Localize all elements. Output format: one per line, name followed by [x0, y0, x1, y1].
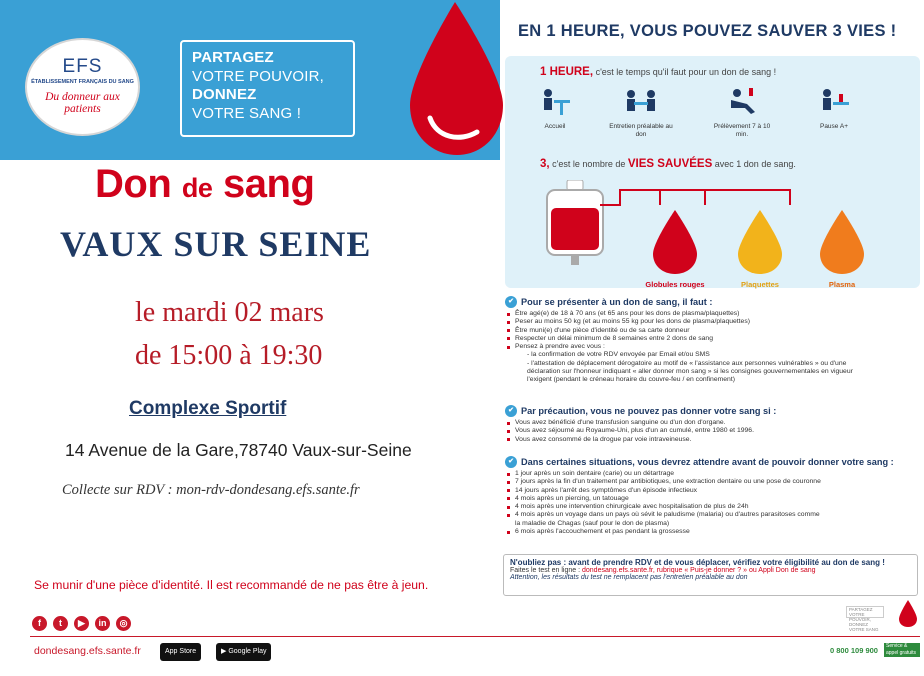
infographic-heading: EN 1 HEURE, VOUS POUVEZ SAUVER 3 VIES ! — [518, 22, 897, 40]
logo-text: EFS — [62, 56, 103, 77]
list-item: Vous avez bénéficié d'une transfusion sanguine ou d'un don d'organe. — [505, 419, 920, 427]
blood-drop-icon — [385, 0, 505, 160]
phone-number[interactable]: 0 800 109 900 — [830, 646, 878, 655]
component-plaquettes — [735, 210, 795, 289]
facebook-icon[interactable]: f — [32, 616, 47, 631]
slogan-line-1: PARTAGEZ — [192, 49, 274, 66]
step-label: Pause A+ — [819, 123, 848, 130]
site-link[interactable]: dondesang.efs.sante.fr — [34, 645, 141, 657]
venue-name: Complexe Sportif — [129, 398, 287, 419]
donation-chair-icon — [725, 86, 759, 118]
step-label: Prélèvement 7 à 10 min. — [713, 123, 771, 138]
red-cells-drop-icon — [650, 210, 700, 275]
page-title: Don de sang — [95, 162, 315, 206]
eligibility-note: Attention, les résultats du test ne remplacent pas l'entretien préalable au don — [510, 574, 748, 581]
linkedin-icon[interactable]: in — [95, 616, 110, 631]
precautions-section — [505, 406, 920, 444]
list-item: Vous avez séjourné au Royaume-Uni, plus d'un an cumulé, entre 1980 et 1996. — [505, 427, 920, 435]
step-prelevement — [713, 86, 777, 138]
eligibility-line: Faites le test en ligne : dondesang.efs.sante.fr, rubrique « Puis-je donner ? » ou Appli Don de sang — [510, 567, 816, 574]
precautions-title: ✔ Par précaution, vous ne pouvez pas donner votre sang si : — [505, 406, 920, 416]
reception-icon — [538, 86, 572, 118]
list-item: 4 mois après un piercing, un tatouage — [505, 495, 920, 503]
google-play-badge[interactable]: ▶ Google Play — [216, 643, 271, 661]
list-item: 4 mois après une intervention chirurgicale avec hospitalisation de plus de 24h — [505, 503, 920, 511]
id-reminder: Se munir d'une pièce d'identité. Il est recommandé de ne pas être à jeun. — [34, 578, 429, 592]
list-item: 1 jour après un soin dentaire (carie) ou un détartrage — [505, 470, 920, 478]
small-blood-drop-icon — [898, 600, 918, 628]
sub-item: déclaration sur l'honneur indiquant « aller donner mon sang » si les consignes gouvernementales en vigueur — [527, 368, 853, 376]
platelets-drop-icon — [735, 210, 785, 275]
requirements-title: ✔ Pour se présenter à un don de sang, il faut : — [505, 297, 920, 307]
plasma-drop-icon — [817, 210, 867, 275]
mini-slogan: PARTAGEZ VOTRE POUVOIR, DONNEZ VOTRE SANG — [846, 606, 884, 618]
venue-address: 14 Avenue de la Gare,78740 Vaux-sur-Seine — [65, 440, 412, 460]
lives-caption: 3, c'est le nombre de VIES SAUVÉES avec 1 don de sang. — [540, 158, 796, 170]
step-entretien — [609, 86, 676, 138]
efs-logo — [25, 38, 140, 136]
step-pause — [817, 86, 869, 131]
city-name: VAUX SUR SEINE — [60, 224, 372, 264]
slogan-bubble — [180, 40, 355, 137]
snack-icon — [817, 86, 851, 118]
booking-link[interactable]: Collecte sur RDV : mon-rdv-dondesang.efs.sante.fr — [62, 482, 360, 498]
blood-bag-icon — [545, 180, 605, 265]
list-item: Peser au moins 50 kg (et au moins 55 kg pour les dons de plasma/plaquettes) — [505, 318, 920, 326]
twitter-icon[interactable]: t — [53, 616, 68, 631]
sub-item: - la confirmation de votre RDV envoyée par Email et/ou SMS — [527, 351, 710, 359]
list-item: Être agé(e) de 18 à 70 ans (et 65 ans pour les dons de plasma/plaquettes) — [505, 310, 920, 318]
social-links — [32, 613, 137, 631]
step-label: Entretien préalable au don — [609, 123, 673, 138]
youtube-icon[interactable]: ▶ — [74, 616, 89, 631]
component-label: Plasma — [828, 280, 856, 289]
app-store-badge[interactable]: App Store — [160, 643, 201, 661]
list-item: 14 jours après l'arrêt des symptômes d'un épisode infectieux — [505, 487, 920, 495]
event-time: de 15:00 à 19:30 — [135, 340, 323, 371]
eligibility-link[interactable]: dondesang.efs.sante.fr, rubrique « Puis-je donner ? » ou Appli Don de sang — [582, 567, 816, 574]
step-accueil — [538, 86, 590, 131]
slogan-line-2: VOTRE POUVOIR, — [192, 67, 324, 85]
sub-item: - l'attestation de déplacement dérogatoire au motif de « l'assistance aux personnes vulnérables » ou d'une — [527, 359, 847, 367]
logo-tagline: Du donneur aux patients — [45, 91, 120, 115]
event-date: le mardi 02 mars — [135, 297, 324, 328]
list-item: 7 jours après la fin d'un traitement par antibiotiques, une extraction dentaire ou une pose de couronne — [505, 478, 920, 486]
slogan-line-3: DONNEZ — [192, 86, 257, 103]
sub-item: l'exigent (pendant le créneau horaire du couvre-feu / en confinement) — [527, 376, 735, 384]
component-label: Plaquettes — [741, 280, 779, 289]
waiting-title: ✔ Dans certaines situations, vous devrez attendre avant de pouvoir donner votre sang : — [505, 457, 920, 467]
play-icon: ▶ — [221, 648, 227, 655]
phone-badge: Service & appel gratuits — [884, 643, 920, 657]
slogan-line-4: VOTRE SANG ! — [192, 104, 302, 122]
requirements-section — [505, 297, 920, 385]
component-label: Globules rouges — [645, 280, 705, 289]
waiting-section — [505, 457, 920, 536]
sub-item: la maladie de Chagas (sauf pour le don de plasma) — [515, 519, 670, 527]
instagram-icon[interactable]: ◎ — [116, 616, 131, 631]
interview-icon — [624, 86, 658, 118]
component-plasma — [817, 210, 877, 289]
list-item: Pensez à prendre avec vous : — [505, 343, 920, 351]
bag-connector-lines — [600, 185, 830, 215]
list-item: Respecter un délai minimum de 8 semaines entre 2 dons de sang — [505, 335, 920, 343]
eligibility-box — [503, 554, 918, 596]
step-label: Accueil — [544, 123, 566, 130]
list-item: 6 mois après l'accouchement et pas pendant la grossesse — [505, 528, 920, 536]
logo-subtitle: ÉTABLISSEMENT FRANÇAIS DU SANG — [31, 79, 134, 85]
component-globules — [645, 210, 710, 289]
list-item: Vous avez consommé de la drogue par voie intraveineuse. — [505, 436, 920, 444]
hour-caption: 1 HEURE, c'est le temps qu'il faut pour un don de sang ! — [540, 66, 777, 78]
eligibility-title: N'oubliez pas : avant de prendre RDV et de vous déplacer, vérifiez votre éligibilité au don de sang ! — [510, 558, 885, 567]
footer-divider — [30, 636, 920, 637]
list-item: Être muni(e) d'une pièce d'identité ou de sa carte donneur — [505, 327, 920, 335]
list-item: 4 mois après un voyage dans un pays où sévit le paludisme (malaria) ou d'autres parasitoses comme — [505, 511, 920, 519]
